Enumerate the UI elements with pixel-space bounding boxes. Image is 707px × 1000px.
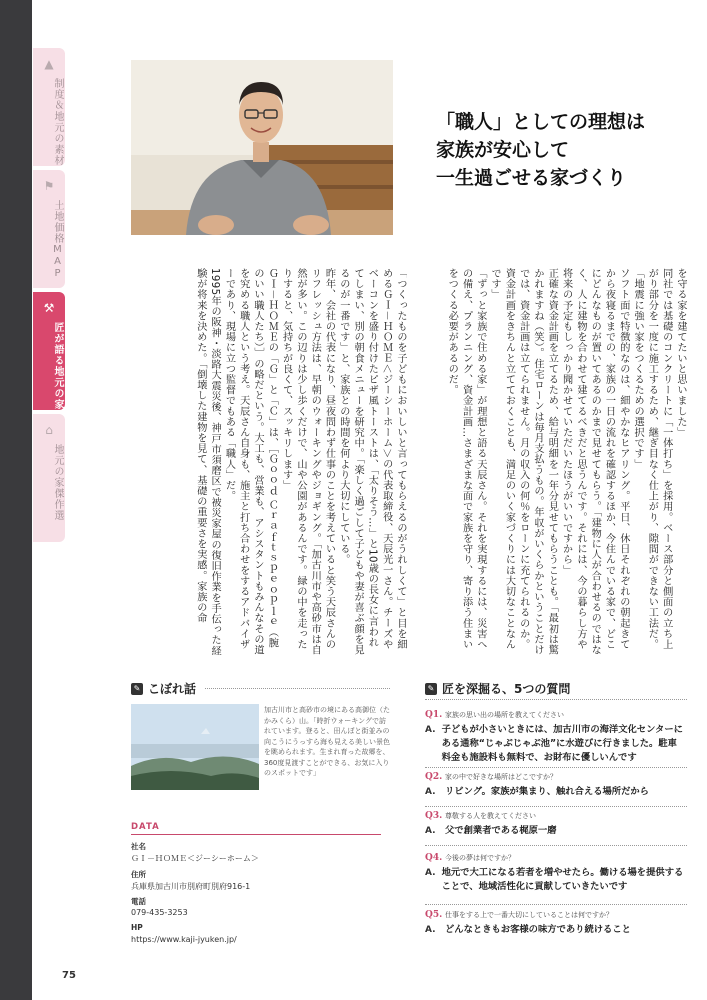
hammer-icon: ⚒ (43, 301, 55, 315)
binding-spine (0, 0, 32, 1000)
pencil-icon: ✎ (425, 683, 437, 695)
page-number: 75 (62, 970, 76, 981)
dotted-divider (425, 904, 687, 906)
paragraph: 「つくったものを子どもにおいしいと言ってもらえるのがうれしくて」と目を細めるＧＩ－ＨＯＭＥ＜ジーシーホーム＞の代表取締役、天辰光一さん。チーズやベーコンを盛り付けたピザ風トーストは、「太りそう…」と10歳の長女に言われてしまい、別の朝食メニューを研究中。「楽しく過ごして子どもや妻が喜ぶ顔を見るのが一番です」と、家族との時間を何より大切にしている。 (337, 268, 406, 656)
paragraph: 正確な資金計画を立てるため、給与明細を一年分見せてもらうことも。「最初は驚かれますね（笑）。住宅ローンは毎月支払うもの。年収がいくらかということだけでは、資金計画は立てられません。月の収入の何％をローンに充てられるのか。資金計画をきちんと立てておくことも、満足のいく家づくりには大切なことなんです」 (489, 268, 558, 656)
answer-mark: A. (425, 826, 436, 836)
answer-mark: A. (425, 725, 436, 735)
answer-mark: A. (425, 925, 436, 935)
landscape-photo (131, 704, 259, 790)
phone-label: 電話 (131, 897, 146, 906)
question-text: 今後の夢は何ですか？ (445, 854, 515, 862)
qa-item (425, 772, 685, 799)
question-number: Q2. (425, 772, 443, 782)
dotted-divider (205, 688, 390, 690)
question-number: Q1. (425, 710, 443, 720)
address-label: 住所 (131, 870, 146, 879)
question-text: 仕事をする上で一番大切にしていることは何ですか？ (445, 911, 613, 919)
portrait-photo (131, 60, 393, 235)
tab-craftsman-house[interactable] (33, 292, 65, 410)
paragraph: 1995年の阪神・淡路大震災後、神戸市須磨区で被災家屋の復旧作業を手伝った経験が将来を決めた。「倒壊した建物を見て、基礎の重要さを実感。家族の命 (194, 268, 221, 656)
dotted-divider (425, 767, 687, 769)
answer-mark: A. (425, 868, 436, 878)
paragraph: ソフト面で特徴的なのは、細やかなヒアリング。平日、休日それぞれの朝起きてから夜寝るまでの、家族の一日の流れを確認するほか、今住んでいる家で、どこにどんなものが置いてあるのかまで見せてもらう。「建物に人が合わせるのではなく、人に建物を合わせて建てるべきだと思うんです。それには、今の暮らし方や将来の予定もしっかり聞かせていただいたほうがいいですから」 (560, 268, 629, 656)
house-icon: ⌂ (45, 423, 53, 437)
question-number: Q5. (425, 910, 443, 920)
headline-line: 「職人」としての理想は (436, 111, 646, 133)
dotted-divider (425, 699, 687, 701)
section-title: 匠を深掘る、5つの質問 (442, 682, 571, 696)
qa-item (425, 811, 685, 838)
article-body-left (132, 268, 407, 658)
hp-label: HP (131, 923, 143, 932)
question-number: Q4. (425, 853, 443, 863)
paragraph: 「ずっと家族で住める家」が理想と語る天辰さん。それを実現するには、災害への備え、プランニング、資金計画…さまざまな面で家族を守り、寄り添う住まいをつくる必要があるのだ。 (446, 268, 486, 650)
tab-label: 土地価格MAP (52, 200, 63, 280)
tab-label: 地元の家傑作選 (52, 444, 63, 521)
tab-label: 制度＆地元の素材 (52, 78, 63, 166)
paragraph: を守る家を建てたいと思いました」 (675, 268, 686, 438)
answer-text: 地元で大工になる若者を増やせたら。働ける場を提供することで、地域活性化に貢献していきたいです (441, 867, 684, 892)
phone-value: 079-435-3253 (131, 908, 188, 917)
dotted-divider (425, 845, 687, 847)
tab-label: 匠が語る地元の家 (52, 322, 63, 410)
pencil-icon: ✎ (131, 683, 143, 695)
answer-mark: A. (425, 787, 436, 797)
flag-icon: ⚑ (43, 179, 55, 193)
hp-link[interactable]: https://www.kaji-jyuken.jp/ (131, 935, 237, 944)
question-text: 尊敬する人を教えてください (445, 812, 536, 820)
data-heading: DATA (131, 822, 160, 832)
data-divider (131, 834, 381, 835)
tab-masterpiece-houses[interactable] (33, 414, 65, 542)
arrow-up-icon: ▲ (44, 57, 54, 71)
sidebar-story-heading (131, 680, 196, 697)
company-label: 社名 (131, 842, 146, 851)
paragraph: 昨年、会社の代表になり、昼夜問わず仕事のことを考えていると笑う天辰さんのリフレッシュ方法は、早朝のウォーキングやジョギング。「加古川市や高砂市は自然が多い。この辺りは少し歩くだけで、山や公園があるんです。緑の中を走ったりすると、気持ちが良くて、スッキリします」 (280, 268, 335, 656)
paragraph: 同社では基礎のコンクリートに「一体打ち」を採用。ベース部分と側面の立ち上がり部分を一度に施工するため、継ぎ目なく仕上がり、隙間ができない工法だ。「地震に強い家をつくるための選択です」 (632, 268, 672, 650)
section-title: こぼれ話 (148, 682, 197, 696)
tab-local-materials[interactable] (33, 48, 65, 166)
paragraph: ＧＩ－ＨＯＭＥの「Ｇ」と「Ｃ」は、［Ｇｏｏｄ Ｃｒａｆｔｓｐｅｏｐｌｅ（腕のいい職人たち）］の略だという。大工も、営業も、アシスタントもみんなその道を究める職人という考え。天辰さん自身も、施主と打ち合わせをするアドバイザーであり、現場に立つ監督でもある「職人」だ。 (223, 268, 278, 656)
qa-item (425, 910, 685, 937)
question-text: 家の中で好きな場所はどこですか？ (445, 773, 557, 781)
answer-text: どんなときもお客様の味方であり続けること (445, 924, 631, 935)
dotted-divider (425, 806, 687, 808)
photo-caption: 加古川市と高砂市の境にある高御位（たかみくら）山。「時折ウォーキングで訪れています。登ると、田んぼと街並みの向こうにうっすら海も見える美しい景色を眺められます。生まれ育った故郷を、360度見渡すことができる、お気に入りのスポットです」 (264, 706, 390, 777)
question-number: Q3. (425, 811, 443, 821)
qa-item (425, 710, 685, 765)
article-body-right (419, 268, 687, 658)
headline-line: 家族が安心して (436, 139, 570, 161)
article-headline (436, 108, 676, 192)
question-text: 家族の思い出の場所を教えてください (445, 711, 564, 719)
answer-text: 父で創業者である梶原一磨 (445, 825, 557, 836)
qa-item (425, 853, 685, 894)
address-value: 兵庫県加古川市別府町別府916-1 (131, 882, 251, 891)
headline-line: 一生過ごせる家づくり (436, 167, 627, 189)
answer-text: リビング。家族が集まり、触れ合える場所だから (445, 786, 649, 797)
answer-text: 子どもが小さいときには、加古川市の海洋文化センターにある通称“じゃぶじゃぶ池”に水遊びに行きました。駐車料金も施設料も無料で、お財布に優しいんです (441, 724, 683, 763)
company-name: ＧＩ－ＨＯＭＥ＜ジーシーホーム＞ (131, 854, 259, 863)
tab-land-price-map[interactable] (33, 170, 65, 288)
qa-heading (425, 680, 570, 697)
